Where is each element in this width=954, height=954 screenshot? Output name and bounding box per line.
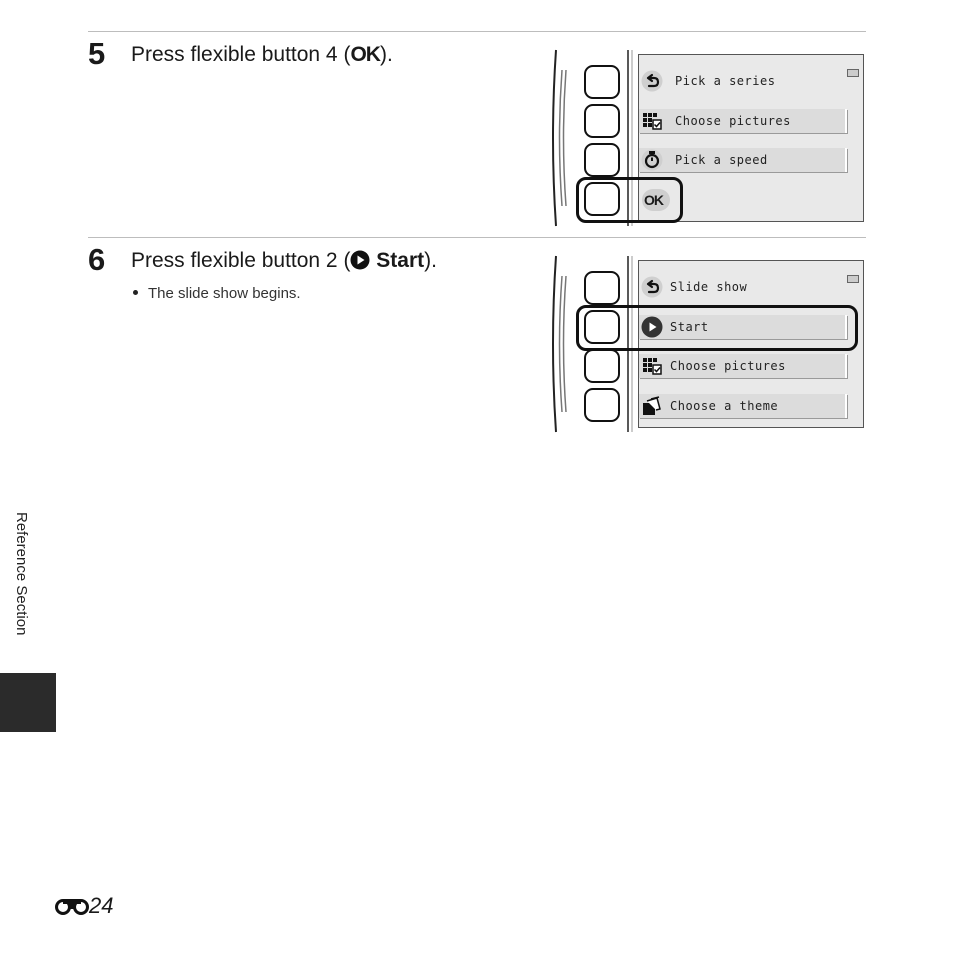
return-arrow-icon	[641, 70, 663, 92]
step-divider	[88, 237, 866, 238]
timer-icon	[641, 149, 663, 171]
menu-item-label: Start	[670, 320, 709, 334]
button-2-highlight	[576, 305, 858, 351]
menu-item-label: Slide show	[670, 280, 748, 294]
start-label: Start	[376, 249, 425, 272]
flexible-button-1[interactable]	[584, 271, 620, 305]
step-6-bullet	[133, 285, 301, 302]
menu-item-label: Choose pictures	[675, 114, 791, 128]
menu-item-label: Pick a speed	[675, 153, 768, 167]
theme-icon	[641, 395, 663, 417]
step-6-number: 6	[88, 242, 106, 277]
page-number	[55, 893, 113, 919]
step-6-text-prefix: Press flexible button 2 (	[131, 249, 351, 272]
flexible-button-2[interactable]	[584, 104, 620, 138]
step-6-camera-illustration	[548, 254, 868, 436]
picture-grid-icon	[641, 110, 663, 132]
flexible-button-1[interactable]	[584, 65, 620, 99]
step-5-camera-illustration	[548, 48, 868, 230]
menu-item-label: Pick a series	[675, 74, 776, 88]
menu-item-label: Choose a theme	[670, 399, 779, 413]
menu-item-choose-pictures[interactable]	[639, 109, 847, 133]
step-5-text-suffix: ).	[379, 43, 393, 66]
step-5-text-prefix: Press flexible button 4 (	[131, 43, 351, 66]
flexible-button-3[interactable]	[584, 349, 620, 383]
flexible-button-4[interactable]	[584, 388, 620, 422]
return-arrow-icon	[641, 276, 663, 298]
top-rule	[88, 31, 866, 32]
section-tab-marker	[0, 673, 56, 732]
step-6-text-suffix: ).	[424, 249, 437, 272]
menu-item-pick-a-speed[interactable]	[639, 148, 847, 172]
menu-item-choose-a-theme[interactable]	[639, 394, 847, 418]
bullet-text: The slide show begins.	[148, 285, 301, 302]
play-icon	[350, 250, 370, 270]
section-side-label: Reference Section	[13, 512, 30, 636]
ok-symbol: OK	[350, 43, 380, 66]
picture-grid-icon	[641, 355, 663, 377]
flexible-button-3[interactable]	[584, 143, 620, 177]
button-4-highlight	[576, 177, 683, 223]
menu-item-label: Choose pictures	[670, 359, 786, 373]
menu-item-pick-a-series[interactable]	[639, 69, 849, 93]
step-5-number: 5	[88, 36, 106, 71]
step-6-instruction	[131, 249, 437, 273]
menu-item-slide-show[interactable]	[639, 275, 849, 299]
menu-item-choose-pictures[interactable]	[639, 354, 847, 378]
reference-section-icon	[55, 897, 89, 915]
ok-label: OK	[644, 192, 663, 208]
bullet-dot	[133, 290, 138, 295]
step-5-instruction	[131, 43, 393, 67]
page-number-text: 24	[89, 893, 114, 918]
